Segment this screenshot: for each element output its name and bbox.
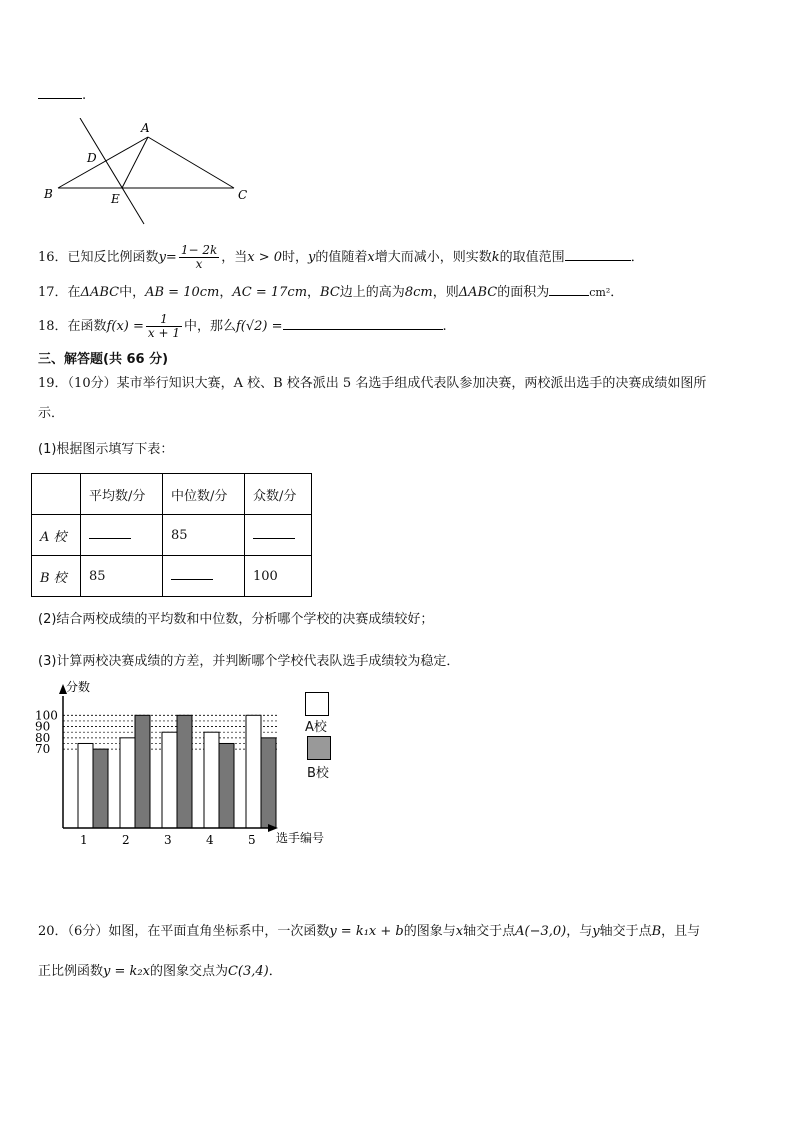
bar-b-4 xyxy=(219,743,234,828)
bar-a-4 xyxy=(204,732,219,828)
question-19-part2: (2)结合两校成绩的平均数和中位数，分析哪个学校的决赛成绩较好； xyxy=(38,612,434,627)
triangle-figure xyxy=(38,118,258,228)
x-tick-label: 4 xyxy=(206,833,214,847)
question-16: 16．已知反比例函数y= $\frac{1- 2k}{x}$ ，当x > 0时，y的值随着x增大而减小，则实数k的取值范围 ． xyxy=(38,243,644,271)
y-tick-label: 90 xyxy=(35,719,51,734)
score-table xyxy=(31,473,312,597)
answer-blank xyxy=(565,248,631,261)
vertex-label-b: B xyxy=(44,187,53,201)
table-answer-blank xyxy=(253,528,295,539)
y-tick-label: 80 xyxy=(35,730,51,745)
x-tick-label: 1 xyxy=(80,833,88,847)
x-tick-label: 2 xyxy=(122,833,130,847)
x-tick-label: 3 xyxy=(164,833,172,847)
question-19-part1: (1)根据图示填写下表： xyxy=(38,442,174,457)
bar-b-2 xyxy=(135,715,150,828)
bar-a-5 xyxy=(246,715,261,828)
bar-a-2 xyxy=(120,738,135,828)
table-answer-blank xyxy=(89,528,131,539)
answer-blank xyxy=(38,86,82,99)
legend-swatch-a xyxy=(305,692,329,716)
bar-b-3 xyxy=(177,715,192,828)
bar-a-1 xyxy=(78,743,93,828)
vertex-label-a: A xyxy=(141,121,150,135)
bar-b-5 xyxy=(261,738,276,828)
answer-blank xyxy=(549,283,589,296)
x-axis-label: 选手编号 xyxy=(276,831,325,845)
vertex-label-c: C xyxy=(238,188,248,202)
y-tick-label: 100 xyxy=(35,708,58,723)
question-19-part3: (3)计算两校决赛成绩的方差，并判断哪个学校代表队选手成绩较为稳定． xyxy=(38,654,460,669)
question-20-line1: 20．（6分）如图，在平面直角坐标系中，一次函数y = k₁x + b的图象与x轴交于点A(−3,0)，与y轴交于点B，且与 xyxy=(38,924,701,939)
score-bar-chart xyxy=(30,676,340,852)
prev-answer-line: . xyxy=(38,86,86,105)
legend-label-b: B校 xyxy=(307,766,329,781)
table-row: B 校 85 100 xyxy=(32,556,312,597)
fraction: $\frac{1- 2k}{x}$ xyxy=(180,243,218,271)
y-tick-label: 70 xyxy=(35,742,51,757)
y-axis-label: 分数 xyxy=(66,680,91,694)
legend-label-a: A校 xyxy=(305,720,327,735)
section-header: 三、解答题(共 66 分) xyxy=(38,352,169,367)
question-19-line1: 19．（10分）某市举行知识大赛，A 校、B 校各派出 5 名选手组成代表队参加决赛，两校派出选手的决赛成绩如图所 xyxy=(38,376,707,391)
table-answer-blank xyxy=(171,569,213,580)
point-label-e: E xyxy=(111,192,120,206)
table-header-row: 平均数/分 中位数/分 众数/分 xyxy=(32,474,312,515)
table-row: A 校 85 xyxy=(32,515,312,556)
x-tick-label: 5 xyxy=(248,833,256,847)
fraction: $\frac{1}{x + 1}$ xyxy=(147,312,180,340)
question-17: 17．在ΔABC中，AB = 10cm，AC = 17cm，BC边上的高为8cm，则ΔABC的面积为 cm²． xyxy=(38,285,624,300)
point-label-d: D xyxy=(87,151,97,165)
question-18: 18．在函数f(x) = $\frac{1}{x + 1}$ 中，那么f(√2) = . xyxy=(38,312,447,340)
answer-blank xyxy=(283,317,443,330)
bar-b-1 xyxy=(93,749,108,828)
question-19-line2: 示． xyxy=(38,406,65,421)
bar-a-3 xyxy=(162,732,177,828)
legend-swatch-b xyxy=(307,736,331,760)
question-20-line2: 正比例函数y = k₂x的图象交点为C(3,4)． xyxy=(38,964,282,979)
